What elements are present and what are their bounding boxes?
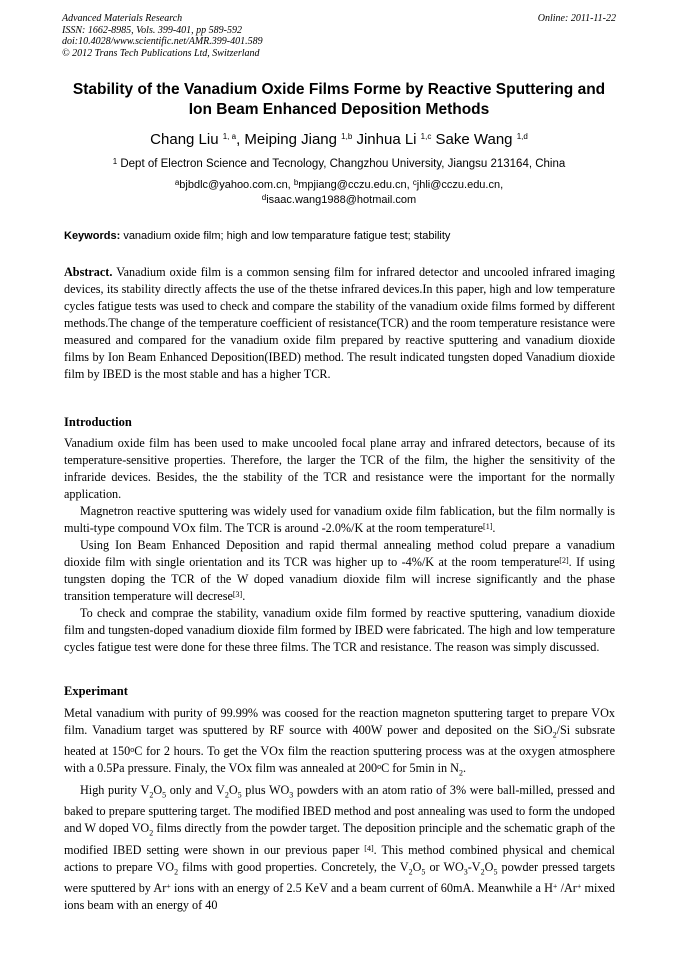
subscript: 3: [289, 790, 294, 800]
paragraph-text: O: [153, 782, 163, 797]
paragraph-text: O: [228, 782, 238, 797]
email-sup: c: [412, 178, 417, 187]
paragraph-text: .: [462, 761, 467, 776]
keywords-text: vanadium oxide film; high and low temparature fatigue test; stability: [123, 230, 451, 242]
subscript: 2: [224, 790, 229, 800]
author-affil-sup: 1,c: [420, 132, 432, 141]
subscript: 2: [480, 867, 485, 877]
paragraph-text: powder pressed targets were sputtered by Ar: [64, 859, 615, 896]
paragraph: [64, 537, 615, 605]
journal-header: [62, 13, 616, 59]
doi[interactable]: doi:10.4028/www.scientific.net/AMR.399-401.589: [62, 36, 263, 47]
paragraph-text: .: [492, 521, 496, 535]
paragraph-text: C for 2 hours. To get the VOx film the reaction sputtering process was at the oxygen atmosphere with a 0.5Pa pressure. Finaly, the VOx film was annealed at 200: [64, 744, 615, 776]
section-heading-experiment: Experimant: [64, 684, 128, 698]
subscript: 5: [237, 790, 242, 800]
author-list: Chang Liu $^{1, a}$, Meiping Jiang $^{1,b}$ Jinhua Li $^{1,c}$ Sake Wang $^{1,d}$: [150, 131, 528, 148]
abstract-text: Vanadium oxide film is a common sensing film for infrared detector and uncooled infrared imaging devices, its stability directly affects the use of the thetse infrared devices.In this paper, high and low temperature cycles fatigue tests was used to check and compare the stability of the vanadium oxide films formed by different methods.The change of the temperature coefficient of resistance(TCR) and the room temperature resistance were measured and compared for the vanadium oxide film prepared by reactive sputtering and vanadium dioxide films by Ion Beam Enhanced Deposition(IBED) method. The result indicated tungsten doped Vanadium dioxide film by IBED is the most stable and has a higher TCR.: [64, 265, 616, 381]
journal-name: Advanced Materials Research: [62, 13, 183, 24]
subscript: 5: [493, 867, 498, 877]
email-sup: d: [261, 193, 267, 202]
subscript: 2: [552, 730, 557, 740]
paragraph-text: -V: [467, 859, 481, 874]
subscript: 5: [421, 867, 426, 877]
copyright: © 2012 Trans Tech Publications Ltd, Switzerland: [62, 47, 260, 59]
superscript: +: [166, 882, 171, 892]
citation[interactable]: [4]: [364, 843, 374, 853]
superscript: +: [576, 882, 582, 892]
subscript: 2: [408, 867, 413, 877]
experiment-section: [64, 705, 615, 914]
citation[interactable]: [2]: [559, 556, 569, 565]
author-emails: [20, 178, 658, 208]
author-affil-sup: 1,d: [516, 132, 528, 141]
section-heading-introduction: Introduction: [64, 415, 132, 429]
affil-sup: 1: [112, 157, 118, 166]
citation[interactable]: [1]: [483, 522, 493, 531]
abstract-label: Abstract.: [64, 265, 113, 279]
paragraph-text: O: [412, 859, 422, 874]
issn: ISSN: 1662-8985, Vols. 399-401, pp 589-592: [62, 24, 242, 36]
email-sup: b: [293, 178, 299, 187]
email-link[interactable]: mpjiang@cczu.edu.cn,: [298, 179, 410, 191]
abstract: [64, 264, 615, 383]
paragraph-text: mixed ions beam with an energy of 40: [64, 881, 616, 913]
superscript: o: [130, 745, 135, 755]
keywords: [64, 229, 616, 244]
superscript: o: [377, 762, 382, 772]
paragraph-text: powders with an atom ratio of 3% were ball-milled, pressed and baked to prepare sputtering target. The modified IBED method and post annealing was used to form the undoped and W doped VO: [64, 782, 615, 836]
paragraph-text: Metal vanadium with purity of 99.99% was coosed for the reaction magneton sputtering target to prepare VOx film. Vanadium target was sputtered by RF source with 400W power and deposited on the SiO: [64, 706, 615, 737]
paragraph-text: .: [242, 589, 246, 603]
paragraph-text: . This method combined physical and chemical actions to prepare VO: [64, 842, 615, 874]
paragraph-text: Using Ion Beam Enhanced Deposition and rapid thermal annealing method colud prepare a vanadium dioxide film with single orientation and its TCR was higher up to -4%/K at the room temperature: [64, 538, 615, 569]
author-name: Sake Wang: [435, 131, 513, 148]
paragraph-text: plus WO: [241, 782, 290, 797]
email-link[interactable]: isaac.wang1988@hotmail.com: [266, 194, 417, 206]
paragraph: [64, 782, 615, 914]
paragraph-text: films with good properties. Concretely, the V: [178, 859, 409, 874]
subscript: 2: [174, 867, 179, 877]
paragraph-text: ions with an energy of 2.5 KeV and a beam current of 60mA. Meanwhile a H: [170, 881, 553, 896]
paragraph-text: High purity V: [80, 782, 150, 797]
paragraph: Vanadium oxide film has been used to make uncooled focal plane array and infrared detectors, because of its temperature-sensitive properties. Therefore, the larger the TCR of the film, the higher the sensitivity of the infraride devices. Besides, the the stability of the TCR and resistance were the important for the normally application.: [64, 436, 615, 501]
paragraph: To check and comprae the stability, vanadium oxide film formed by reactive sputtering, vanadium dioxide film and tungsten-doped vanadium dioxide film formed by IBED were fabricated. The high and low temperature cycles fatigue test were done for these three films. The TCR and resistance. The reason was simply discussed.: [64, 606, 615, 654]
introduction-section: [64, 435, 615, 656]
email-link[interactable]: jhli@cczu.edu.cn,: [416, 179, 504, 191]
subscript: 2: [458, 768, 463, 778]
subscript: 3: [463, 867, 468, 877]
author-name: Meiping Jiang: [244, 131, 337, 148]
title-line-2: Ion Beam Enhanced Deposition Methods: [188, 101, 490, 118]
paragraph-text: . If using tungsten doping the TCR of the W doped vanadium dioxide film will increse significantly and the phase transition temperature will decrese: [64, 555, 615, 603]
online-date: Online: 2011-11-22: [537, 13, 616, 24]
paragraph-text: /Si subsrate heated at 150: [64, 723, 615, 759]
author-affil-sup: 1,b: [341, 132, 353, 141]
email-sup: a: [174, 178, 180, 187]
paper-title: [40, 80, 638, 120]
citation[interactable]: [3]: [232, 590, 243, 599]
email-link[interactable]: bjbdlc@yahoo.com.cn,: [179, 179, 291, 191]
keywords-label: Keywords:: [64, 230, 121, 242]
author-name: Chang Liu: [150, 131, 219, 148]
paragraph-text: C for 5min in N: [381, 761, 459, 776]
superscript: +: [552, 882, 558, 892]
author-affil-sup: 1, a: [222, 132, 237, 141]
affiliation: [20, 157, 658, 172]
paragraph-text: Magnetron reactive sputtering was widely used for vanadium oxide film fablication, but the film normally is multi-type compound VOx film. The TCR is around -2.0%/K at the room temperature: [64, 504, 615, 535]
paragraph-text: only and V: [166, 782, 225, 797]
title-line-1: Stability of the Vanadium Oxide Films Forme by Reactive Sputtering and: [72, 81, 606, 98]
paragraph-text: or WO: [425, 859, 464, 874]
paragraph-text: films directly from the powder target. The deposition principle and the schematic graph of the modified IBED setting were shown in our previous paper: [64, 821, 616, 857]
subscript: 2: [149, 790, 154, 800]
paragraph: [64, 705, 615, 782]
subscript: 5: [162, 790, 167, 800]
paragraph-text: O: [484, 859, 494, 874]
subscript: 2: [149, 828, 154, 838]
affil-text: Dept of Electron Science and Tecnology, Changzhou University, Jiangsu 213164, China: [120, 158, 566, 170]
author-name: Jinhua Li: [356, 131, 417, 148]
paragraph-text: /Ar: [557, 881, 577, 896]
paragraph: [64, 503, 615, 537]
